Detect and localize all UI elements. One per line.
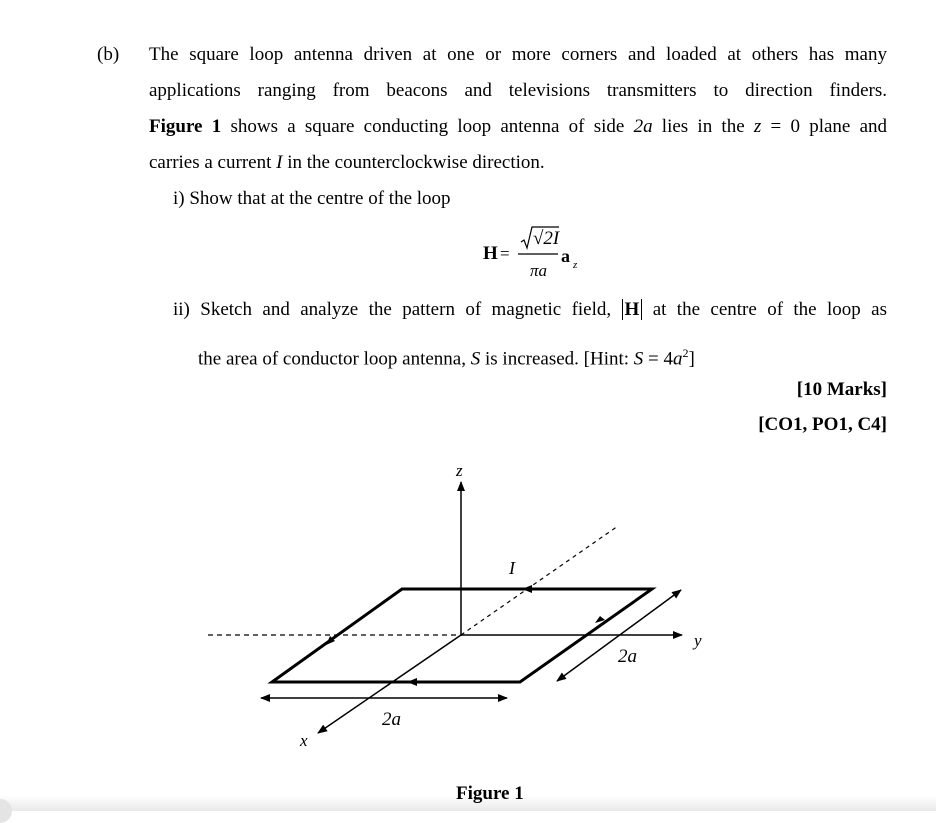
equation-numerator: √2I bbox=[533, 228, 560, 249]
equation-unit-subscript: z bbox=[573, 259, 578, 271]
question-line-2: applications ranging from beacons and televisions transmitters to direction finders. bbox=[149, 80, 887, 101]
current-label: I bbox=[509, 558, 515, 578]
item-ii-label: ii) bbox=[173, 299, 190, 320]
area-variable: S bbox=[470, 348, 481, 370]
equation-denominator: πa bbox=[530, 261, 548, 280]
x-axis-negative bbox=[461, 526, 618, 635]
question-line-3-mid: lies in the bbox=[661, 116, 745, 137]
z-variable: z bbox=[753, 116, 762, 137]
hint-area-variable: S bbox=[633, 348, 644, 370]
item-i-label: i) bbox=[173, 188, 185, 209]
item-ii-line-1-end: at the centre of the loop as bbox=[652, 299, 887, 320]
current-arrow-bottom bbox=[407, 678, 417, 686]
z-axis-label: z bbox=[456, 461, 463, 480]
question-line-3-end: = 0 plane and bbox=[770, 116, 888, 137]
course-outcome-label: [CO1, PO1, C4] bbox=[758, 414, 887, 435]
hint-equals: = 4 bbox=[643, 348, 674, 370]
side-label-bottom: 2a bbox=[382, 709, 401, 730]
item-ii-line-2-mid: is increased. [Hint: bbox=[485, 348, 630, 370]
equation-equals: = bbox=[500, 244, 510, 263]
current-variable: I bbox=[276, 152, 283, 173]
question-line-3-text: shows a square conducting loop antenna of side bbox=[230, 116, 625, 137]
hint-side-variable: a bbox=[673, 348, 683, 370]
y-axis-label: y bbox=[694, 631, 702, 650]
figure-reference: Figure 1 bbox=[149, 116, 222, 137]
question-line-1: The square loop antenna driven at one or more corners and loaded at others has many bbox=[149, 44, 887, 65]
question-line-4-start: carries a current bbox=[149, 152, 272, 173]
x-axis-label: x bbox=[300, 731, 308, 750]
hint-exponent: 2 bbox=[682, 346, 689, 360]
marks-label: [10 Marks] bbox=[796, 379, 887, 400]
hint-close-bracket: ] bbox=[688, 348, 695, 370]
figure-caption: Figure 1 bbox=[456, 783, 524, 804]
side-label-right: 2a bbox=[618, 646, 637, 667]
field-magnitude: H bbox=[622, 299, 643, 320]
equation-lhs: H bbox=[483, 243, 498, 264]
item-ii-line-1-start: Sketch and analyze the pattern of magnetic field, bbox=[200, 299, 612, 320]
side-variable: 2a bbox=[633, 116, 653, 137]
part-label: (b) bbox=[97, 44, 120, 65]
item-i-text: Show that at the centre of the loop bbox=[189, 188, 451, 209]
question-line-4-end: in the counterclockwise direction. bbox=[287, 152, 545, 173]
equation-unit-vector: a bbox=[561, 246, 570, 266]
item-ii-line-2-start: the area of conductor loop antenna, bbox=[198, 348, 466, 370]
